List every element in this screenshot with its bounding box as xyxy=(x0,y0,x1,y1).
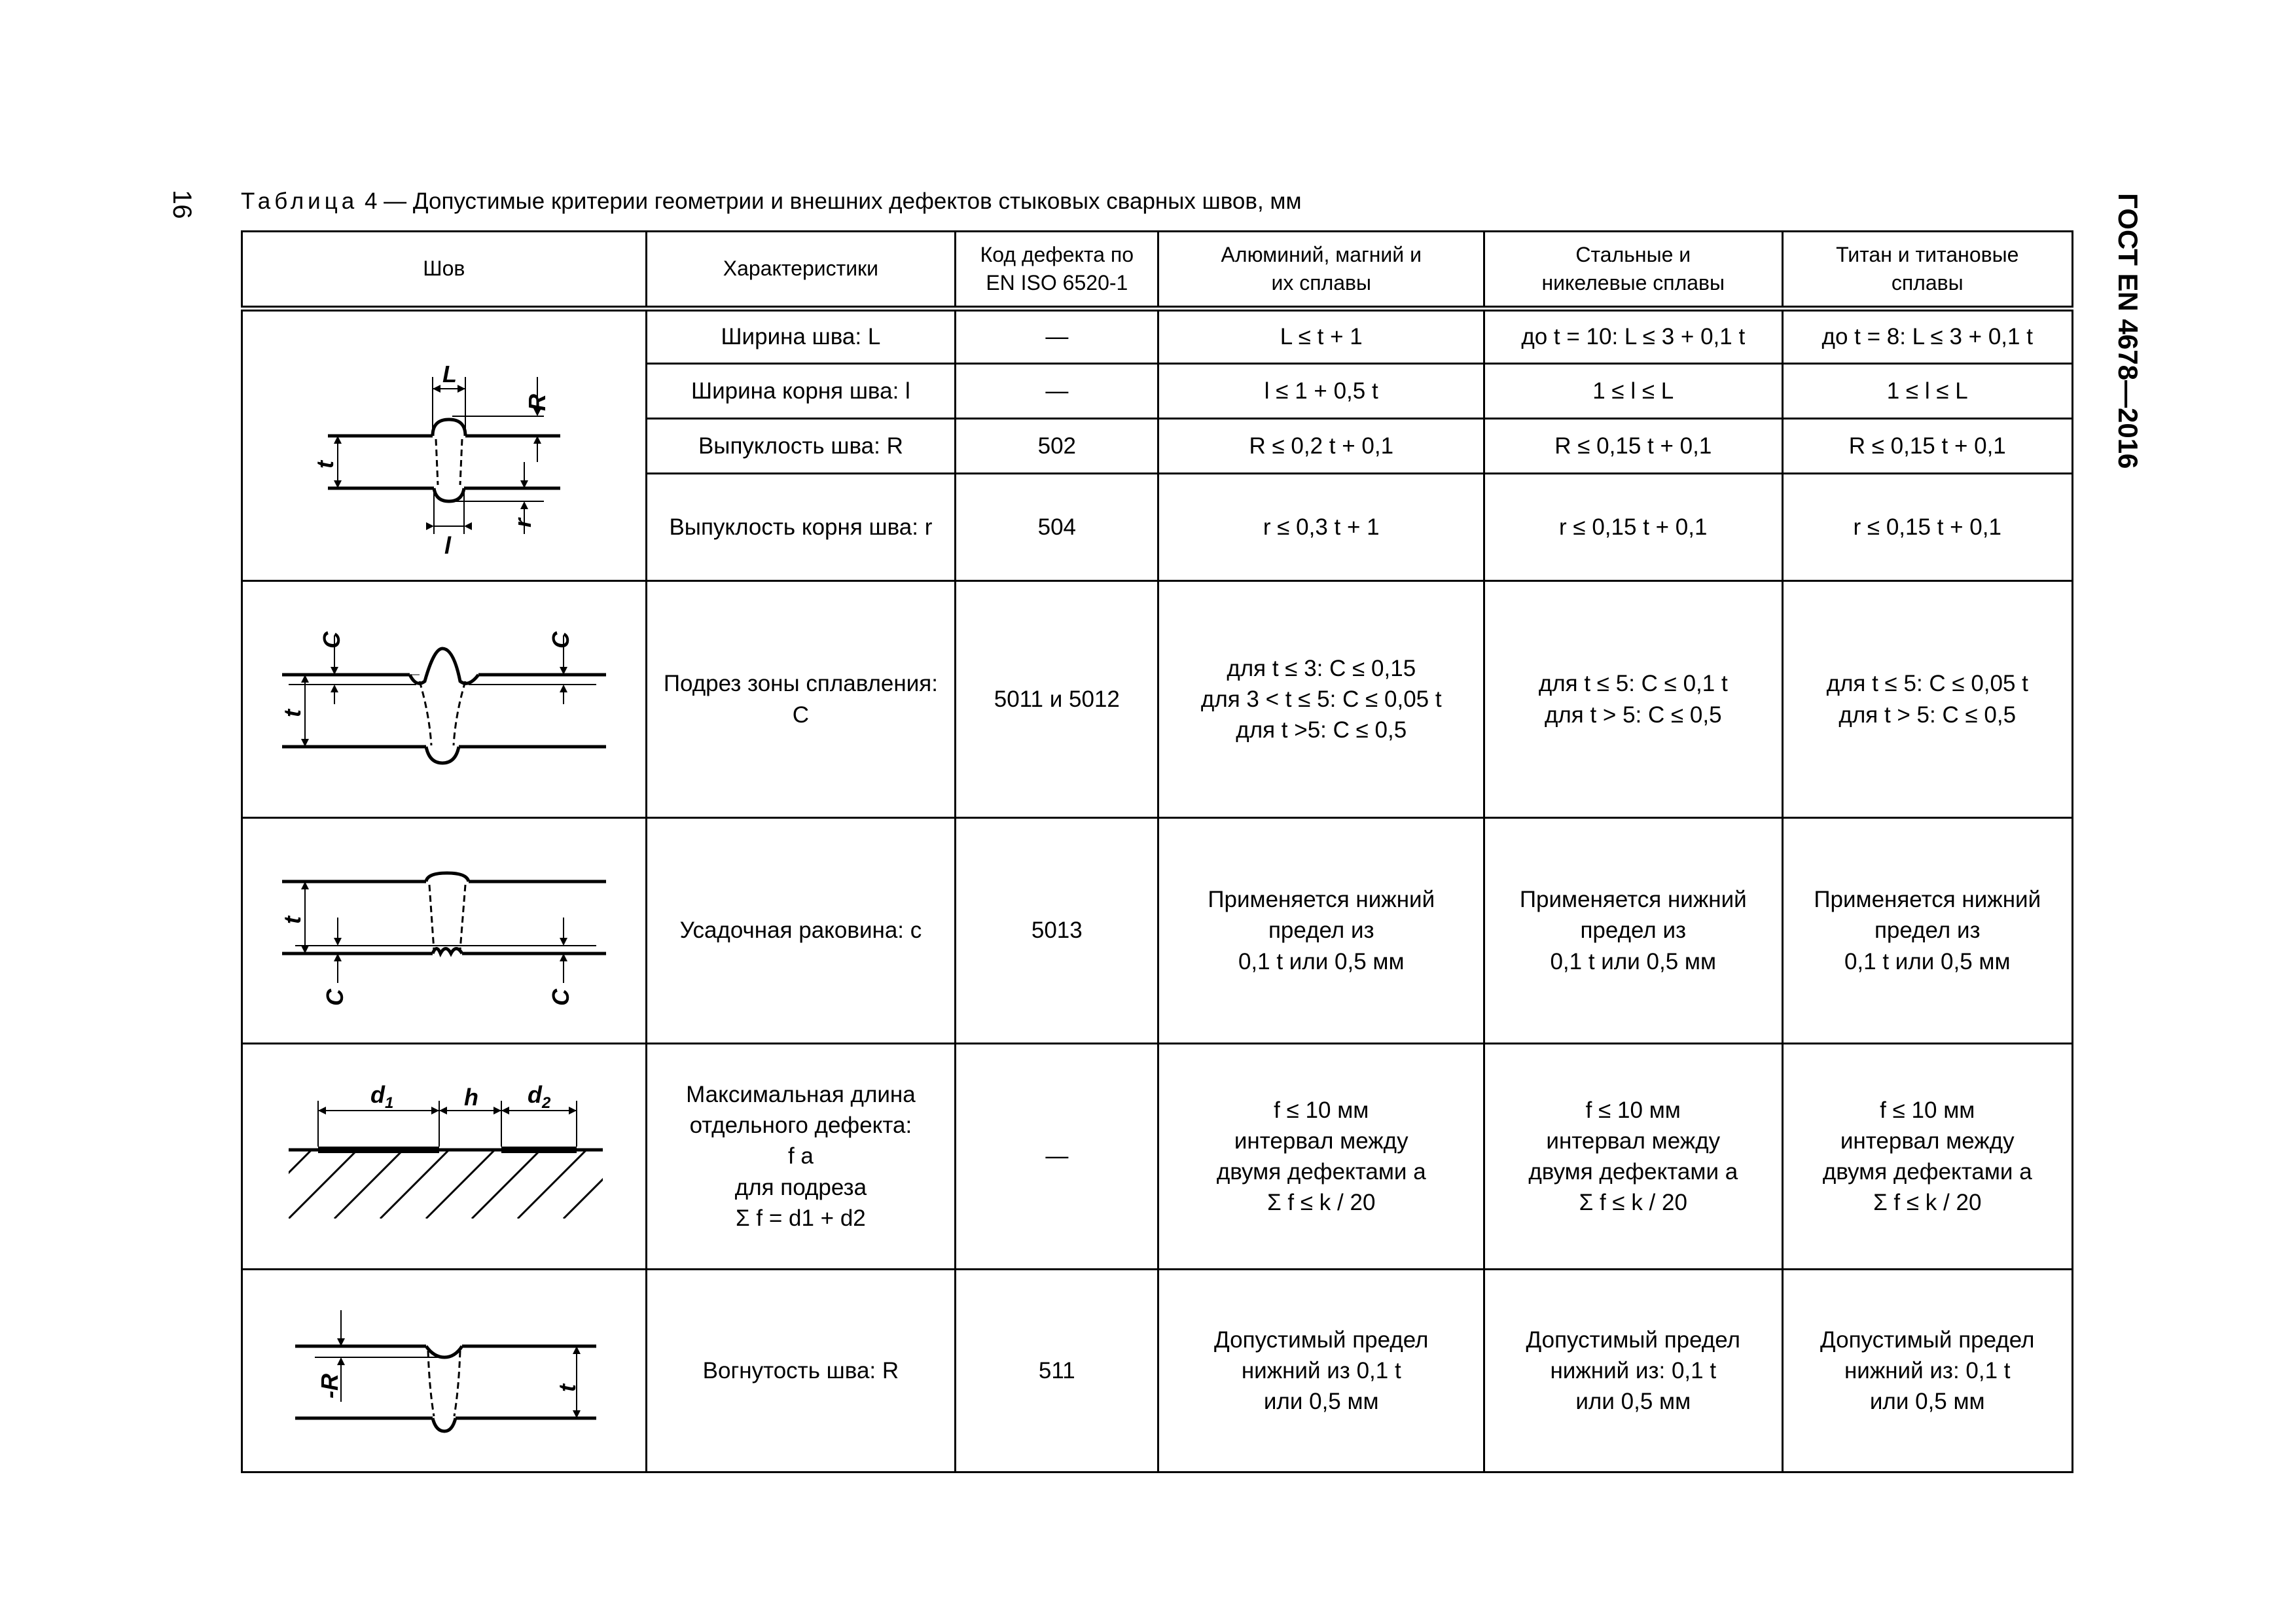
label-C-right: C xyxy=(547,631,574,649)
cell-ti: 1 ≤ l ≤ L xyxy=(1782,364,2073,419)
butt-weld-diagram xyxy=(243,312,643,580)
concavity-diagram xyxy=(243,1271,643,1471)
cell-al: Допустимый предел нижний из 0,1 t или 0,5 мм xyxy=(1158,1270,1484,1472)
label-t: t xyxy=(554,1384,581,1392)
table-row xyxy=(242,309,2073,364)
cell-char: Ширина шва: L xyxy=(646,309,956,364)
cell-ti: r ≤ 0,15 t + 0,1 xyxy=(1782,474,2073,581)
weld-figure-defect-length xyxy=(242,1044,647,1270)
weld-figure-width xyxy=(242,309,647,581)
label-h: h xyxy=(464,1084,478,1111)
standard-designation: ГОСТ EN 4678—2016 xyxy=(2113,193,2144,469)
label-c-left: C xyxy=(321,989,348,1006)
table-row xyxy=(242,818,2073,1044)
cell-st: Применяется нижний предел из 0,1 t или 0,5 мм xyxy=(1484,818,1782,1044)
criteria-table xyxy=(241,230,2073,1473)
cell-al: L ≤ t + 1 xyxy=(1158,309,1484,364)
weld-figure-concavity xyxy=(242,1270,647,1472)
weld-figure-undercut xyxy=(242,581,647,818)
defect-length-diagram xyxy=(243,1045,643,1268)
cell-char: Выпуклость корня шва: r xyxy=(646,474,956,581)
cell-st: Допустимый предел нижний из: 0,1 t или 0,5 мм xyxy=(1484,1270,1782,1472)
header-characteristics: Характеристики xyxy=(646,232,956,309)
cell-st: f ≤ 10 мм интервал между двумя дефектами a Σ f ≤ k / 20 xyxy=(1484,1044,1782,1270)
table-row xyxy=(242,1044,2073,1270)
cell-st: R ≤ 0,15 t + 0,1 xyxy=(1484,419,1782,474)
label-l: l xyxy=(444,532,452,559)
header-aluminium: Алюминий, магний и их сплавы xyxy=(1158,232,1484,309)
weld-figure-shrinkage xyxy=(242,818,647,1044)
header-steel-nickel: Стальные и никелевые сплавы xyxy=(1484,232,1782,309)
cell-code: — xyxy=(956,1044,1158,1270)
label-c-right: C xyxy=(547,989,574,1006)
cell-ti: Применяется нижний предел из 0,1 t или 0,5 мм xyxy=(1782,818,2073,1044)
table-row xyxy=(242,581,2073,818)
label-R: R xyxy=(524,394,550,411)
cell-st: для t ≤ 5: C ≤ 0,1 t для t > 5: C ≤ 0,5 xyxy=(1484,581,1782,818)
cell-st: 1 ≤ l ≤ L xyxy=(1484,364,1782,419)
cell-st: r ≤ 0,15 t + 0,1 xyxy=(1484,474,1782,581)
cell-ti: для t ≤ 5: C ≤ 0,05 t для t > 5: C ≤ 0,5 xyxy=(1782,581,2073,818)
header-titanium: Титан и титановые сплавы xyxy=(1782,232,2073,309)
label-r: r xyxy=(509,518,536,527)
cell-al: Применяется нижний предел из 0,1 t или 0,5 мм xyxy=(1158,818,1484,1044)
cell-ti: до t = 8: L ≤ 3 + 0,1 t xyxy=(1782,309,2073,364)
cell-char: Максимальная длина отдельного дефекта: f a для подреза Σ f = d1 + d2 xyxy=(646,1044,956,1270)
cell-code: — xyxy=(956,364,1158,419)
label-L: L xyxy=(442,361,457,387)
cell-st: до t = 10: L ≤ 3 + 0,1 t xyxy=(1484,309,1782,364)
cell-code: 502 xyxy=(956,419,1158,474)
page-number: 16 xyxy=(168,190,196,219)
label-t: t xyxy=(279,709,306,717)
header-defect-code: Код дефекта по EN ISO 6520-1 xyxy=(956,232,1158,309)
label-d1: $d_1$ xyxy=(370,1081,394,1112)
shrinkage-groove-diagram xyxy=(243,819,643,1042)
cell-code: 511 xyxy=(956,1270,1158,1472)
label-neg-R: -R xyxy=(316,1374,343,1399)
cell-al: R ≤ 0,2 t + 0,1 xyxy=(1158,419,1484,474)
undercut-diagram xyxy=(243,583,643,816)
label-d2: $d_2$ xyxy=(528,1081,551,1112)
cell-code: — xyxy=(956,309,1158,364)
cell-al: для t ≤ 3: C ≤ 0,15 для 3 < t ≤ 5: C ≤ 0,05 t для t >5: C ≤ 0,5 xyxy=(1158,581,1484,818)
cell-ti: Допустимый предел нижний из: 0,1 t или 0,5 мм xyxy=(1782,1270,2073,1472)
cell-al: f ≤ 10 мм интервал между двумя дефектами a Σ f ≤ k / 20 xyxy=(1158,1044,1484,1270)
table-row xyxy=(242,1270,2073,1472)
table-caption: Таблица 4 — Допустимые критерии геометрии и внешних дефектов стыковых сварных швов, мм xyxy=(241,188,1302,214)
label-t: t xyxy=(279,916,306,924)
cell-ti: R ≤ 0,15 t + 0,1 xyxy=(1782,419,2073,474)
label-C-left: C xyxy=(318,631,345,649)
cell-char: Выпуклость шва: R xyxy=(646,419,956,474)
cell-char: Подрез зоны сплавления: C xyxy=(646,581,956,818)
table-header-row xyxy=(242,232,2073,309)
cell-al: l ≤ 1 + 0,5 t xyxy=(1158,364,1484,419)
header-weld: Шов xyxy=(242,232,647,309)
cell-char: Вогнутость шва: R xyxy=(646,1270,956,1472)
cell-char: Ширина корня шва: l xyxy=(646,364,956,419)
cell-code: 504 xyxy=(956,474,1158,581)
label-t: t xyxy=(312,461,338,469)
cell-al: r ≤ 0,3 t + 1 xyxy=(1158,474,1484,581)
cell-ti: f ≤ 10 мм интервал между двумя дефектами a Σ f ≤ k / 20 xyxy=(1782,1044,2073,1270)
cell-code: 5011 и 5012 xyxy=(956,581,1158,818)
cell-code: 5013 xyxy=(956,818,1158,1044)
cell-char: Усадочная раковина: c xyxy=(646,818,956,1044)
